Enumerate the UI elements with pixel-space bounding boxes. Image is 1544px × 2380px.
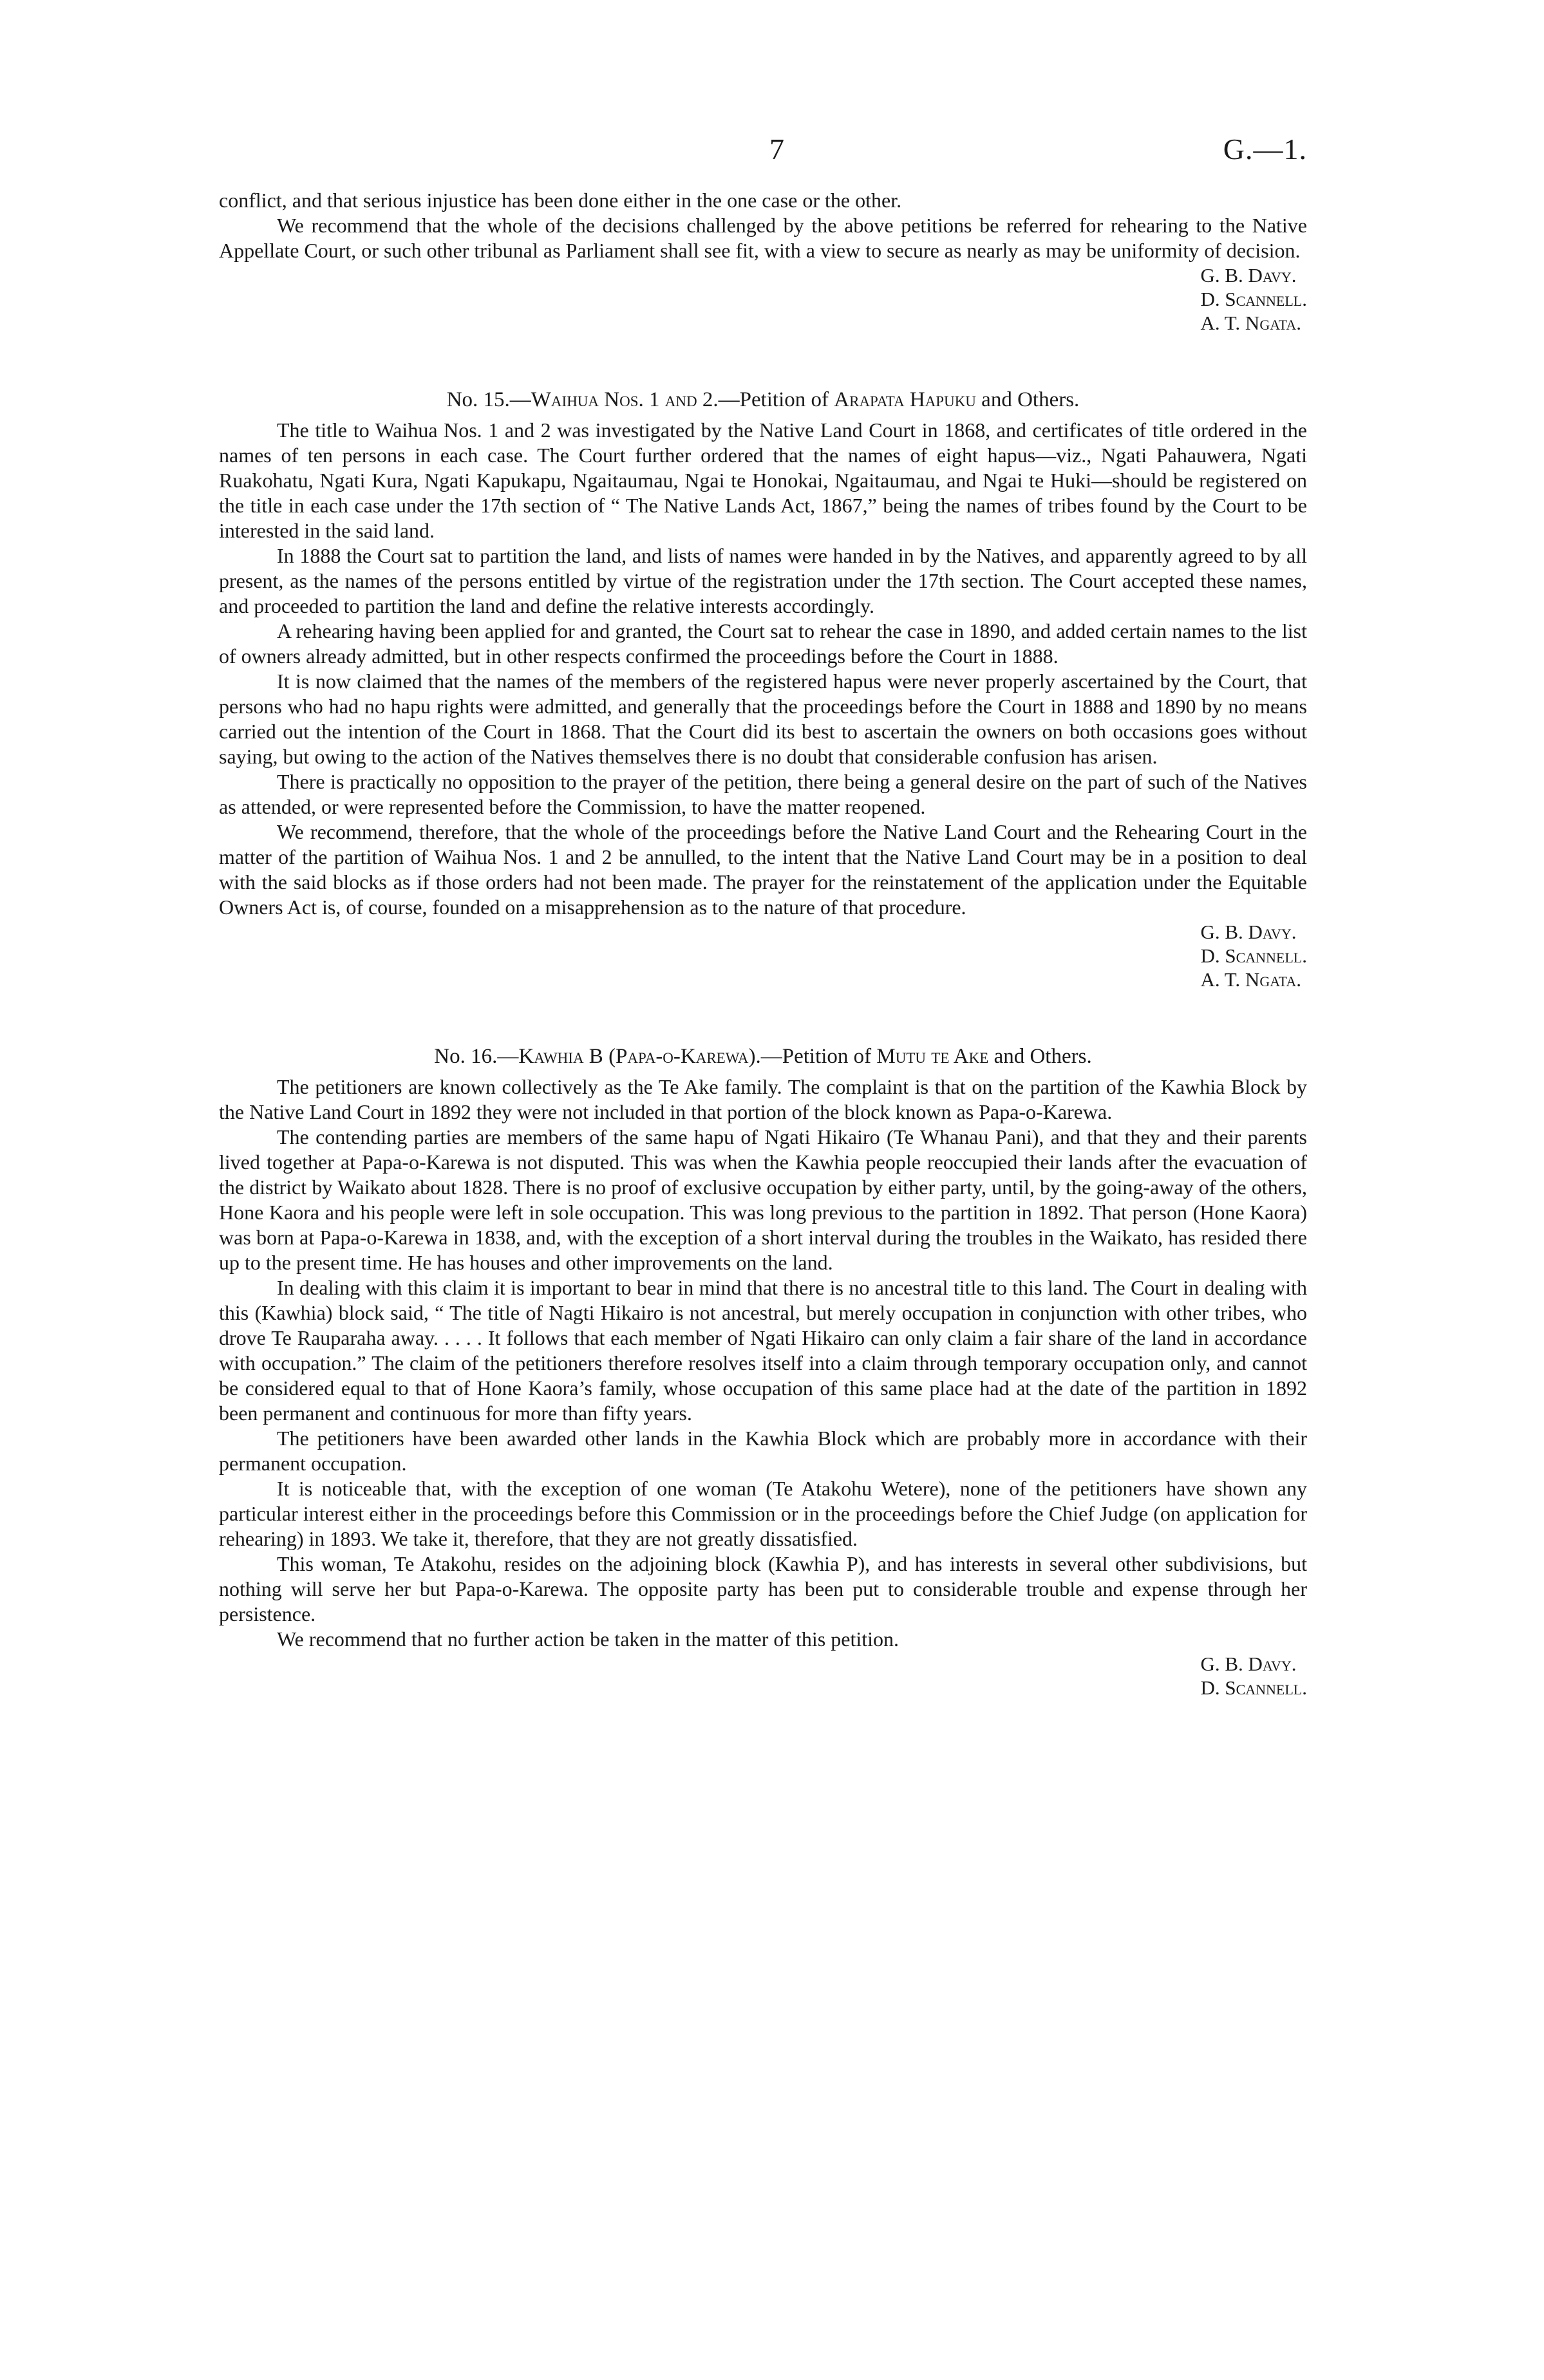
intro-paragraph-1: conflict, and that serious injustice has been done either in the one case or the other. bbox=[219, 189, 902, 212]
signatory: D. Scannell. bbox=[1200, 1676, 1307, 1699]
signature-block-15 bbox=[219, 920, 1307, 992]
signatory: D. Scannell. bbox=[1200, 944, 1307, 967]
intro-paragraph-2: We recommend that the whole of the decisions challenged by the above petitions be referred for rehearing to the Native Appellate Court, or such other tribunal as Parliament shall see fit, with a view to secure as nearly as may be uniformity of decision. bbox=[219, 214, 1307, 262]
signature-block-16 bbox=[219, 1652, 1307, 1700]
signature-block-intro bbox=[219, 263, 1307, 335]
section-heading-16 bbox=[219, 1044, 1307, 1069]
s15-paragraph-4: It is now claimed that the names of the members of the registered hapus were never properly ascertained by the Court, that persons who had no hapu rights were admitted, and generally that the proceedings before the Court in 1888 and 1890 by no means carried out the intention of the Court in 1868. That the Court did its best to ascertain the owners on both occasions goes without saying, but owing to the action of the Natives themselves there is no doubt that considerable confusion has arisen. bbox=[219, 670, 1307, 768]
section-petitioner: Arapata Hapuku bbox=[834, 388, 976, 411]
s15-paragraph-5: There is practically no opposition to the prayer of the petition, there being a general desire on the part of such of the Natives as attended, or were represented before the Commission, to have the matter reopened. bbox=[219, 770, 1307, 818]
signatory: D. Scannell. bbox=[1200, 288, 1307, 310]
page-header bbox=[219, 132, 1307, 171]
section-number: No. 16.— bbox=[434, 1045, 519, 1068]
s16-paragraph-3: In dealing with this claim it is important to bear in mind that there is no ancestral title to this land. The Court in dealing with this (Kawhia) block said, “ The title of Nagti Hikairo is not ancestral, but merely occupation in conjunction with other tribes, who drove Te Rauparaha away. . . . . It follows that each member of Ngati Hikairo can only claim a fair share of the land in accordance with occupation.” The claim of the petitioners therefore resolves itself into a claim through temporary occupation only, and cannot be considered equal to that of Hone Kaora’s family, whose occupation of this same place had at the date of the partition in 1892 been permanent and continuous for more than fifty years. bbox=[219, 1276, 1307, 1425]
s16-paragraph-4: The petitioners have been awarded other lands in the Kawhia Block which are probably more in accordance with their permanent occupation. bbox=[219, 1427, 1307, 1475]
signatory: G. B. Davy. bbox=[1200, 921, 1297, 943]
s15-paragraph-1: The title to Waihua Nos. 1 and 2 was investigated by the Native Land Court in 1868, and certificates of title ordered in the names of ten persons in each case. The Court further ordered that the names of eight hapus—viz., Ngati Pahauwera, Ngati Ruakohatu, Ngati Kura, Ngati Kapukapu, Ngaitaumau, Ngai te Honokai, Ngaitaumau, and Ngai te Huki—should be registered on the title in each case under the 17th section of “ The Native Lands Act, 1867,” being the names of tribes found by the Court to be interested in the said land. bbox=[219, 418, 1307, 542]
signatory: G. B. Davy. bbox=[1200, 1653, 1297, 1675]
signatory: G. B. Davy. bbox=[1200, 264, 1297, 286]
section-suffix: and Others. bbox=[988, 1045, 1092, 1068]
section-suffix: and Others. bbox=[975, 388, 1080, 411]
s16-paragraph-6: This woman, Te Atakohu, resides on the adjoining block (Kawhia P), and has interests in several other subdivisions, but nothing will serve her but Papa-o-Karewa. The opposite party has been put to considerable trouble and expense through her persistence. bbox=[219, 1552, 1307, 1626]
section-number: No. 15.— bbox=[446, 388, 531, 411]
s16-paragraph-1: The petitioners are known collectively as the Te Ake family. The complaint is that on the partition of the Kawhia Block by the Native Land Court in 1892 they were not included in that portion of the block known as Papa-o-Karewa. bbox=[219, 1075, 1307, 1123]
document-body bbox=[219, 188, 1307, 1700]
s16-paragraph-5: It is noticeable that, with the exception of one woman (Te Atakohu Wetere), none of the petitioners have shown any particular interest either in the proceedings before this Commission or in the proceedings before the Chief Judge (on application for rehearing) in 1893. We take it, therefore, that they are not greatly dissatisfied. bbox=[219, 1477, 1307, 1550]
signatory: A. T. Ngata. bbox=[1200, 312, 1301, 334]
signatory: A. T. Ngata. bbox=[1200, 968, 1301, 991]
s16-paragraph-7: We recommend that no further action be taken in the matter of this petition. bbox=[277, 1627, 899, 1651]
page-number: 7 bbox=[769, 133, 784, 165]
section-petition-label: —Petition of bbox=[760, 1045, 877, 1068]
section-petitioner: Mutu te Ake bbox=[876, 1045, 989, 1068]
section-heading-15 bbox=[219, 387, 1307, 413]
s16-paragraph-2: The contending parties are members of the same hapu of Ngati Hikairo (Te Whanau Pani), and that they and their parents lived together at Papa-o-Karewa is not disputed. This was when the Kawhia people reoccupied their lands after the evacuation of the district by Waikato about 1828. There is no proof of exclusive occupation by either party, until, by the going-away of the others, Hone Kaora and his people were left in sole occupation. This was long previous to the partition in 1892. That person (Hone Kaora) was born at Papa-o-Karewa in 1838, and, with the exception of a short interval during the troubles in the Waikato, has resided there up to the present time. He has houses and other improvements on the land. bbox=[219, 1125, 1307, 1274]
section-petition-label: —Petition of bbox=[718, 388, 834, 411]
s15-paragraph-3: A rehearing having been applied for and granted, the Court sat to rehear the case in 1890, and added certain names to the list of owners already admitted, but in other respects confirmed the proceedings before the Court in 1888. bbox=[219, 619, 1307, 668]
s15-paragraph-6: We recommend, therefore, that the whole of the proceedings before the Native Land Court and the Rehearing Court in the matter of the partition of Waihua Nos. 1 and 2 be annulled, to the intent that the Native Land Court may be in a position to deal with the said blocks as if those orders had not been made. The prayer for the reinstatement of the application under the Equitable Owners Act is, of course, founded on a misapprehension as to the nature of that procedure. bbox=[219, 820, 1307, 919]
section-subject: Kawhia B (Papa-o-Karewa). bbox=[518, 1045, 761, 1068]
s15-paragraph-2: In 1888 the Court sat to partition the land, and lists of names were handed in by the Natives, and apparently agreed to by all present, as the names of the persons entitled by virtue of the registration under the 17th section. The Court accepted these names, and proceeded to partition the land and define the relative interests accordingly. bbox=[219, 544, 1307, 617]
document-code: G.—1. bbox=[1223, 133, 1307, 165]
section-subject: Waihua Nos. 1 and 2. bbox=[531, 388, 719, 411]
